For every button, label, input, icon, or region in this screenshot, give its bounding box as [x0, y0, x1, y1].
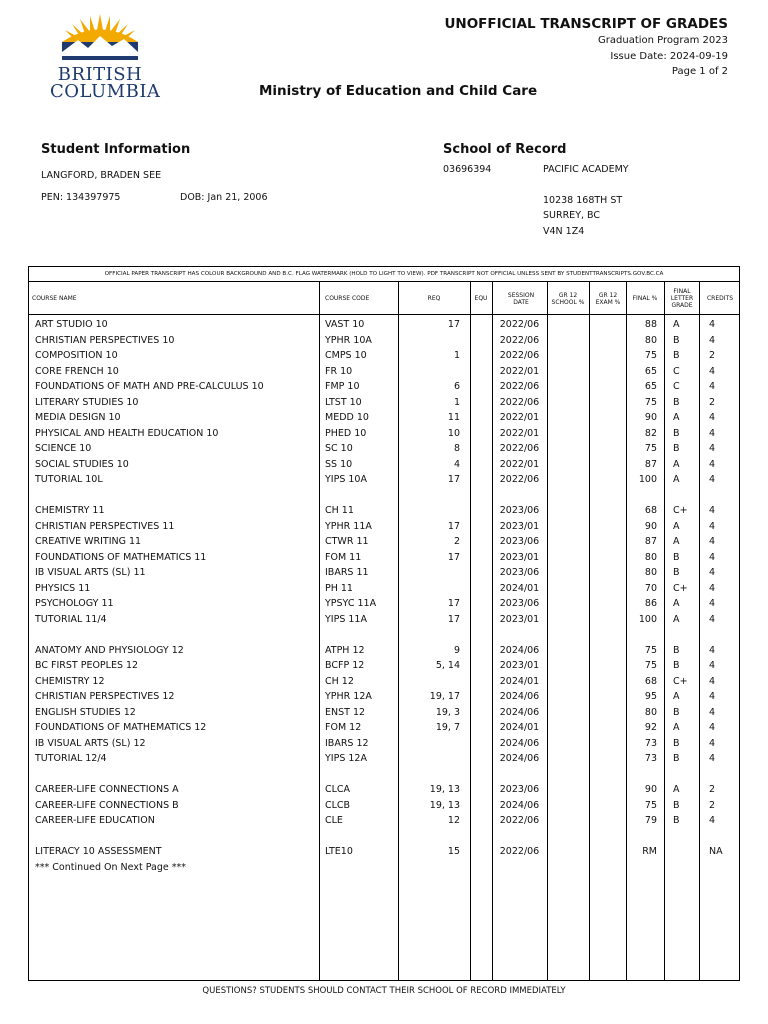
table-row	[29, 364, 739, 380]
credits: 4	[709, 443, 716, 454]
course-name: CHRISTIAN PERSPECTIVES 11	[35, 520, 175, 532]
final-percent: 100	[638, 613, 657, 625]
final-letter-grade: C+	[673, 675, 688, 687]
table-row	[29, 720, 739, 736]
credits: 4	[709, 520, 716, 532]
session-date: 2022/06	[499, 350, 540, 361]
course-req: 17	[447, 474, 460, 485]
table-row	[29, 333, 739, 349]
course-name: CREATIVE WRITING 11	[35, 536, 142, 547]
course-code: CH 11	[325, 505, 354, 516]
final-letter-grade: B	[673, 334, 680, 346]
course-name: IB VISUAL ARTS (SL) 11	[35, 567, 146, 578]
course-code: PH 11	[325, 582, 353, 594]
course-req: 9	[453, 644, 460, 656]
credits: 4	[709, 334, 716, 346]
table-row	[29, 674, 739, 690]
credits: 4	[709, 598, 716, 609]
course-req: 10	[447, 427, 460, 439]
course-name: FOUNDATIONS OF MATH AND PRE-CALCULUS 10	[35, 381, 264, 392]
table-row	[29, 627, 739, 643]
course-code: CLE	[325, 815, 343, 826]
session-date: 2024/06	[499, 706, 540, 718]
course-code: CLCA	[325, 784, 351, 795]
table-row	[29, 550, 739, 566]
final-letter-grade: B	[673, 753, 680, 764]
course-name: CAREER-LIFE CONNECTIONS A	[35, 784, 179, 795]
final-letter-grade: B	[673, 799, 680, 811]
table-row	[29, 612, 739, 628]
course-code: CH 12	[325, 675, 354, 687]
session-date: 2024/06	[499, 691, 540, 702]
course-req: 17	[447, 598, 460, 609]
session-date: 2023/06	[499, 567, 540, 578]
course-name: SCIENCE 10	[35, 443, 92, 454]
course-code: MEDD 10	[325, 412, 369, 423]
final-percent: 70	[644, 582, 657, 594]
final-letter-grade: A	[673, 784, 680, 795]
course-name: CAREER-LIFE CONNECTIONS B	[35, 799, 179, 811]
table-row	[29, 519, 739, 535]
table-row	[29, 410, 739, 426]
header-session-date: SESSION DATE	[507, 291, 535, 306]
course-code: LTST 10	[325, 396, 362, 408]
course-code: CLCB	[325, 799, 351, 811]
course-name: CHEMISTRY 11	[35, 505, 105, 516]
course-req: 1	[453, 396, 460, 408]
table-row	[29, 736, 739, 752]
table-row	[29, 317, 739, 333]
credits: 4	[709, 660, 716, 671]
session-date: 2022/06	[499, 381, 540, 392]
course-name: BC FIRST PEOPLES 12	[35, 660, 139, 671]
table-row	[29, 441, 739, 457]
session-date: 2022/06	[499, 815, 540, 826]
final-letter-grade: A	[673, 520, 680, 532]
final-letter-grade: A	[673, 722, 680, 733]
final-percent: 65	[644, 381, 657, 392]
footer-note: QUESTIONS? STUDENTS SHOULD CONTACT THEIR SCHOOL OF RECORD IMMEDIATELY	[202, 986, 566, 996]
table-row	[29, 782, 739, 798]
student-name: LANGFORD, BRADEN SEE	[41, 170, 162, 181]
final-letter-grade: B	[673, 551, 680, 563]
credits: 4	[709, 815, 716, 826]
course-req: 1	[453, 350, 460, 361]
course-code: CMPS 10	[325, 350, 367, 361]
course-req: 19, 3	[435, 706, 460, 718]
table-row	[29, 472, 739, 488]
course-code: BCFP 12	[325, 660, 365, 671]
course-req: 15	[447, 846, 460, 857]
transcript-title: UNOFFICIAL TRANSCRIPT OF GRADES	[444, 16, 728, 32]
credits: 4	[709, 505, 716, 516]
school-name: PACIFIC ACADEMY	[543, 164, 629, 175]
course-req: 17	[447, 520, 460, 532]
credits: 4	[709, 675, 716, 687]
final-percent: 92	[644, 722, 657, 733]
course-req: 17	[447, 613, 460, 625]
final-percent: 87	[644, 458, 657, 470]
final-percent: 90	[644, 520, 657, 532]
final-letter-grade: B	[673, 644, 680, 656]
credits: 4	[709, 644, 716, 656]
course-name: FOUNDATIONS OF MATHEMATICS 12	[35, 722, 207, 733]
final-percent: 90	[644, 412, 657, 423]
header-course-code: COURSE CODE	[325, 295, 370, 302]
credits: 4	[709, 551, 716, 563]
transcript-notice: OFFICIAL PAPER TRANSCRIPT HAS COLOUR BACKGROUND AND B.C. FLAG WATERMARK (HOLD TO LIGHT TO VIEW). PDF TRANSCRIPT NOT OFFICIAL UNLESS SENT BY STUDENTTRANSCRIPTS.GOV.BC.CA	[29, 267, 739, 282]
course-name: ANATOMY AND PHYSIOLOGY 12	[35, 644, 184, 656]
student-pen: PEN: 134397975	[41, 192, 121, 203]
course-name: ART STUDIO 10	[35, 319, 108, 330]
final-percent: 80	[644, 551, 657, 563]
final-percent: 75	[644, 799, 657, 811]
course-name: PHYSICS 11	[35, 582, 91, 594]
table-row	[29, 658, 739, 674]
session-date: 2023/01	[499, 613, 540, 625]
course-code: ENST 12	[325, 706, 366, 718]
course-name: CHRISTIAN PERSPECTIVES 10	[35, 334, 175, 346]
session-date: 2022/01	[499, 427, 540, 439]
header-course-name: COURSE NAME	[32, 295, 77, 302]
credits: 4	[709, 319, 716, 330]
credits: 4	[709, 427, 716, 439]
course-code: YIPS 12A	[325, 753, 367, 764]
header-gr12-exam: GR 12 EXAM %	[595, 291, 621, 306]
table-row	[29, 767, 739, 783]
school-of-record-heading: School of Record	[443, 142, 567, 157]
final-letter-grade: B	[673, 706, 680, 718]
session-date: 2024/01	[499, 582, 540, 594]
final-percent: 75	[644, 396, 657, 408]
final-letter-grade: A	[673, 458, 680, 470]
final-letter-grade: B	[673, 443, 680, 454]
course-req: 19, 17	[429, 691, 460, 702]
session-date: 2024/06	[499, 753, 540, 764]
credits: 4	[709, 722, 716, 733]
final-percent: 80	[644, 334, 657, 346]
final-percent: 68	[644, 505, 657, 516]
course-code: YIPS 10A	[325, 474, 367, 485]
final-letter-grade: A	[673, 613, 680, 625]
credits: 4	[709, 613, 716, 625]
table-row	[29, 643, 739, 659]
final-letter-grade: A	[673, 412, 680, 423]
ministry-name: Ministry of Education and Child Care	[259, 83, 538, 99]
table-row	[29, 395, 739, 411]
session-date: 2023/06	[499, 598, 540, 609]
final-letter-grade: B	[673, 660, 680, 671]
final-percent: 75	[644, 443, 657, 454]
course-req: 6	[453, 381, 460, 392]
session-date: 2023/06	[499, 536, 540, 547]
course-name: *** Continued On Next Page ***	[35, 861, 186, 873]
session-date: 2024/06	[499, 737, 540, 749]
course-name: MEDIA DESIGN 10	[35, 412, 121, 423]
header-final-letter-grade: FINAL LETTER GRADE	[670, 288, 694, 309]
final-letter-grade: B	[673, 567, 680, 578]
credits: 4	[709, 412, 716, 423]
session-date: 2024/06	[499, 644, 540, 656]
final-percent: 88	[644, 319, 657, 330]
session-date: 2024/01	[499, 675, 540, 687]
table-row	[29, 860, 739, 876]
session-date: 2022/06	[499, 396, 540, 408]
course-code: FOM 12	[325, 722, 362, 733]
course-name: LITERARY STUDIES 10	[35, 396, 139, 408]
table-row	[29, 844, 739, 860]
course-code: SC 10	[325, 443, 353, 454]
final-letter-grade: C	[673, 365, 680, 377]
credits: 4	[709, 567, 716, 578]
course-req: 8	[453, 443, 460, 454]
credits: 2	[709, 396, 716, 408]
session-date: 2022/06	[499, 474, 540, 485]
final-letter-grade: A	[673, 598, 680, 609]
course-name: CORE FRENCH 10	[35, 365, 119, 377]
course-req: 4	[453, 458, 460, 470]
course-req: 19, 13	[429, 799, 460, 811]
course-code: YPHR 10A	[325, 334, 372, 346]
table-row	[29, 798, 739, 814]
header-credits: CREDITS	[706, 295, 733, 302]
student-dob: DOB: Jan 21, 2006	[180, 192, 268, 203]
course-name: FOUNDATIONS OF MATHEMATICS 11	[35, 551, 207, 563]
session-date: 2023/01	[499, 520, 540, 532]
credits: 2	[709, 799, 716, 811]
credits: 4	[709, 381, 716, 392]
final-percent: 79	[644, 815, 657, 826]
course-name: SOCIAL STUDIES 10	[35, 458, 129, 470]
table-row	[29, 565, 739, 581]
table-row	[29, 426, 739, 442]
course-code: LTE10	[325, 846, 353, 857]
final-percent: 86	[644, 598, 657, 609]
table-row	[29, 379, 739, 395]
course-name: TUTORIAL 10L	[35, 474, 103, 485]
header-req: REQ	[427, 295, 441, 302]
final-letter-grade: A	[673, 536, 680, 547]
course-req: 17	[447, 551, 460, 563]
final-percent: 80	[644, 706, 657, 718]
final-letter-grade: C+	[673, 582, 688, 594]
final-percent: 90	[644, 784, 657, 795]
course-req: 2	[453, 536, 460, 547]
header-gr12-school: GR 12 SCHOOL %	[551, 291, 585, 306]
course-code: SS 10	[325, 458, 353, 470]
course-code: FMP 10	[325, 381, 360, 392]
final-percent: 65	[644, 365, 657, 377]
session-date: 2022/01	[499, 458, 540, 470]
issue-date: Issue Date: 2024-09-19	[610, 51, 728, 62]
session-date: 2023/01	[499, 551, 540, 563]
table-row	[29, 534, 739, 550]
course-code: YPHR 11A	[325, 520, 372, 532]
bc-logo	[50, 12, 161, 102]
credits: 4	[709, 458, 716, 470]
final-percent: 82	[644, 427, 657, 439]
credits: 4	[709, 365, 716, 377]
course-req: 19, 7	[435, 722, 460, 733]
page-number: Page 1 of 2	[671, 66, 728, 77]
session-date: 2023/01	[499, 660, 540, 671]
final-percent: 95	[644, 691, 657, 702]
final-percent: 73	[644, 737, 657, 749]
credits: 4	[709, 536, 716, 547]
session-date: 2024/01	[499, 722, 540, 733]
session-date: 2022/06	[499, 443, 540, 454]
course-name: CHEMISTRY 12	[35, 675, 105, 687]
table-row	[29, 813, 739, 829]
table-row	[29, 348, 739, 364]
final-letter-grade: B	[673, 396, 680, 408]
final-percent: 75	[644, 350, 657, 361]
table-row	[29, 457, 739, 473]
course-code: ATPH 12	[325, 644, 365, 656]
course-code: YPHR 12A	[325, 691, 372, 702]
course-name: ENGLISH STUDIES 12	[35, 706, 136, 718]
course-code: VAST 10	[325, 319, 365, 330]
final-percent: 75	[644, 660, 657, 671]
final-percent: RM	[642, 846, 657, 857]
session-date: 2023/06	[499, 784, 540, 795]
final-letter-grade: B	[673, 815, 680, 826]
table-row	[29, 829, 739, 845]
session-date: 2022/06	[499, 846, 540, 857]
credits: 4	[709, 691, 716, 702]
final-percent: 100	[638, 474, 657, 485]
final-letter-grade: A	[673, 691, 680, 702]
course-name: COMPOSITION 10	[35, 350, 118, 361]
course-req: 11	[447, 412, 460, 423]
course-req: 5, 14	[435, 660, 460, 671]
final-letter-grade: B	[673, 427, 680, 439]
final-percent: 87	[644, 536, 657, 547]
table-row	[29, 581, 739, 597]
course-name: CHRISTIAN PERSPECTIVES 12	[35, 691, 175, 702]
course-req: 17	[447, 319, 460, 330]
final-letter-grade: B	[673, 350, 680, 361]
session-date: 2022/06	[499, 334, 540, 346]
course-code: PHED 10	[325, 427, 367, 439]
course-name: CAREER-LIFE EDUCATION	[35, 815, 155, 826]
credits: 2	[709, 350, 716, 361]
school-address-line1: 10238 168TH ST	[543, 195, 623, 206]
header-equ: EQU	[474, 295, 488, 302]
grades-table	[28, 266, 740, 981]
course-code: IBARS 12	[325, 737, 369, 749]
sun-mountain-icon	[50, 12, 150, 62]
course-code: FOM 11	[325, 551, 362, 563]
graduation-program: Graduation Program 2023	[598, 35, 728, 46]
course-name: TUTORIAL 11/4	[35, 613, 107, 625]
credits: 2	[709, 784, 716, 795]
course-code: IBARS 11	[325, 567, 369, 578]
course-req: 12	[447, 815, 460, 826]
school-address-line3: V4N 1Z4	[543, 226, 585, 237]
credits: 4	[709, 737, 716, 749]
course-code: YIPS 11A	[325, 613, 367, 625]
course-name: LITERACY 10 ASSESSMENT	[35, 846, 162, 857]
course-name: PSYCHOLOGY 11	[35, 598, 114, 609]
course-code: CTWR 11	[325, 536, 369, 547]
table-row	[29, 689, 739, 705]
course-code: FR 10	[325, 365, 353, 377]
table-row	[29, 596, 739, 612]
table-row	[29, 705, 739, 721]
final-letter-grade: B	[673, 737, 680, 749]
course-name: PHYSICAL AND HEALTH EDUCATION 10	[35, 427, 219, 439]
table-row	[29, 751, 739, 767]
credits: 4	[709, 706, 716, 718]
final-percent: 75	[644, 644, 657, 656]
final-percent: 80	[644, 567, 657, 578]
course-code: YPSYC 11A	[325, 598, 377, 609]
final-letter-grade: C+	[673, 505, 688, 516]
school-code: 03696394	[443, 164, 492, 175]
table-header	[29, 282, 739, 315]
final-percent: 73	[644, 753, 657, 764]
course-req: 19, 13	[429, 784, 460, 795]
school-address-line2: SURREY, BC	[543, 210, 601, 221]
table-row	[29, 488, 739, 504]
final-percent: 68	[644, 675, 657, 687]
credits: NA	[709, 846, 723, 857]
course-name: IB VISUAL ARTS (SL) 12	[35, 737, 146, 749]
course-name: TUTORIAL 12/4	[35, 753, 107, 764]
session-date: 2023/06	[499, 505, 540, 516]
logo-text-columbia: COLUMBIA	[50, 81, 161, 102]
final-letter-grade: A	[673, 319, 680, 330]
final-letter-grade: A	[673, 474, 680, 485]
credits: 4	[709, 753, 716, 764]
final-letter-grade: C	[673, 381, 680, 392]
credits: 4	[709, 582, 716, 594]
header-final-percent: FINAL %	[632, 295, 658, 302]
credits: 4	[709, 474, 716, 485]
table-row	[29, 503, 739, 519]
logo-text-british: BRITISH	[57, 64, 143, 85]
session-date: 2022/01	[499, 412, 540, 423]
student-info-heading: Student Information	[41, 142, 191, 157]
session-date: 2022/01	[499, 365, 540, 377]
session-date: 2022/06	[499, 319, 540, 330]
session-date: 2024/06	[499, 799, 540, 811]
